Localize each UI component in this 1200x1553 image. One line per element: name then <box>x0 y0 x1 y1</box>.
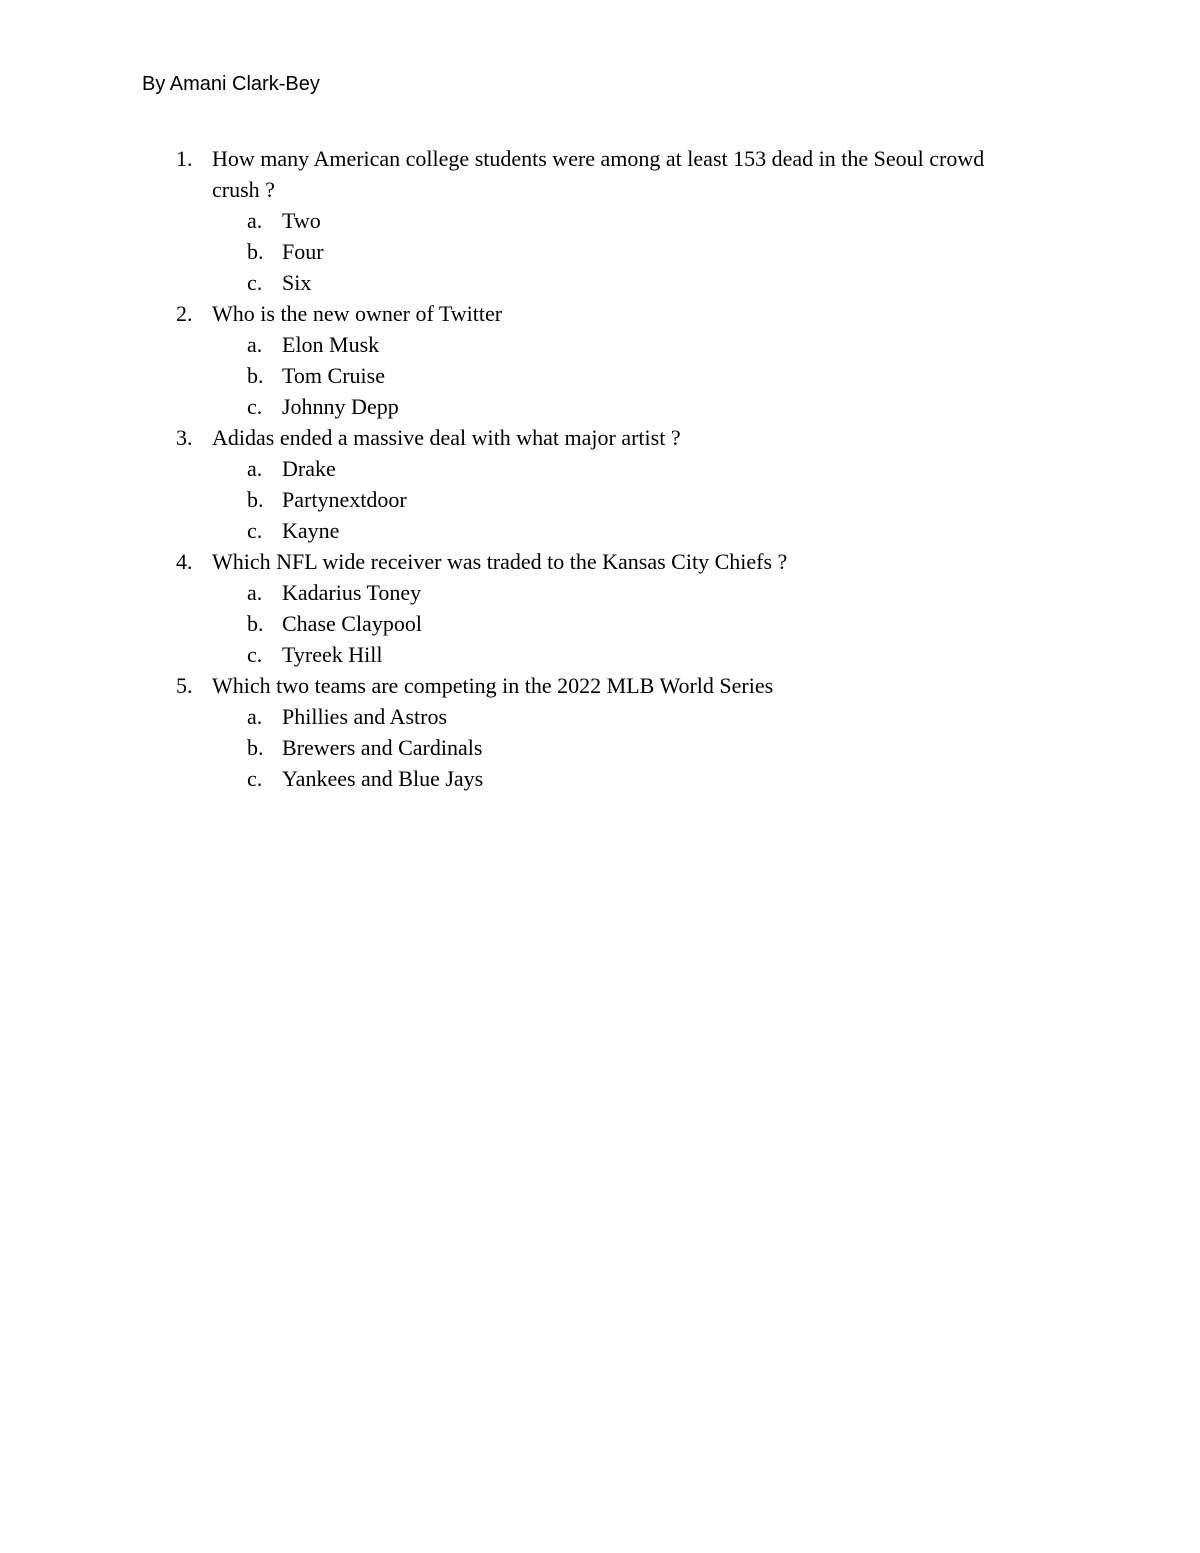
option-letter: a. <box>247 704 263 729</box>
option-text: Tyreek Hill <box>282 642 383 667</box>
question-number: 1. <box>176 146 193 171</box>
answer-option <box>0 577 1200 608</box>
option-letter: c. <box>247 766 263 791</box>
answer-option <box>0 453 1200 484</box>
question-number: 4. <box>176 549 193 574</box>
question-text: Which two teams are competing in the 2022 MLB World Series <box>212 673 774 698</box>
answer-option <box>0 732 1200 763</box>
author-byline: By Amani Clark-Bey <box>142 73 320 95</box>
question-number: 3. <box>176 425 193 450</box>
question-row <box>0 670 1200 701</box>
answer-option <box>0 391 1200 422</box>
option-text: Kadarius Toney <box>282 580 422 605</box>
option-letter: c. <box>247 394 263 419</box>
option-letter: a. <box>247 208 263 233</box>
question-text: Who is the new owner of Twitter <box>212 301 503 326</box>
option-letter: c. <box>247 518 263 543</box>
option-text: Brewers and Cardinals <box>282 735 483 760</box>
option-text: Six <box>282 270 312 295</box>
option-letter: c. <box>247 642 263 667</box>
answer-option <box>0 763 1200 794</box>
question-row <box>0 143 1200 174</box>
quiz-list <box>0 143 1200 794</box>
option-text: Partynextdoor <box>282 487 407 512</box>
option-text: Kayne <box>282 518 340 543</box>
option-letter: b. <box>247 735 264 760</box>
answer-option <box>0 639 1200 670</box>
question-row <box>0 422 1200 453</box>
answer-option <box>0 236 1200 267</box>
answer-option <box>0 484 1200 515</box>
option-letter: c. <box>247 270 263 295</box>
question-row <box>0 546 1200 577</box>
option-letter: b. <box>247 611 264 636</box>
answer-option <box>0 515 1200 546</box>
answer-option <box>0 360 1200 391</box>
question-text: How many American college students were among at least 153 dead in the Seoul crowd <box>212 146 985 171</box>
option-text: Four <box>282 239 324 264</box>
question-text: Which NFL wide receiver was traded to the Kansas City Chiefs ? <box>212 549 788 574</box>
option-text: Johnny Depp <box>282 394 399 419</box>
question-text: crush ? <box>212 177 275 202</box>
question-number: 2. <box>176 301 193 326</box>
option-text: Phillies and Astros <box>282 704 448 729</box>
option-text: Chase Claypool <box>282 611 422 636</box>
option-text: Elon Musk <box>282 332 380 357</box>
question-number: 5. <box>176 673 193 698</box>
option-text: Tom Cruise <box>282 363 385 388</box>
option-text: Drake <box>282 456 336 481</box>
answer-option <box>0 701 1200 732</box>
option-letter: b. <box>247 487 264 512</box>
question-row <box>0 174 1200 205</box>
answer-option <box>0 608 1200 639</box>
option-letter: b. <box>247 239 264 264</box>
option-letter: a. <box>247 456 263 481</box>
option-letter: a. <box>247 332 263 357</box>
answer-option <box>0 205 1200 236</box>
question-row <box>0 298 1200 329</box>
option-text: Yankees and Blue Jays <box>282 766 484 791</box>
answer-option <box>0 267 1200 298</box>
option-letter: b. <box>247 363 264 388</box>
option-letter: a. <box>247 580 263 605</box>
option-text: Two <box>282 208 321 233</box>
question-text: Adidas ended a massive deal with what major artist ? <box>212 425 681 450</box>
answer-option <box>0 329 1200 360</box>
